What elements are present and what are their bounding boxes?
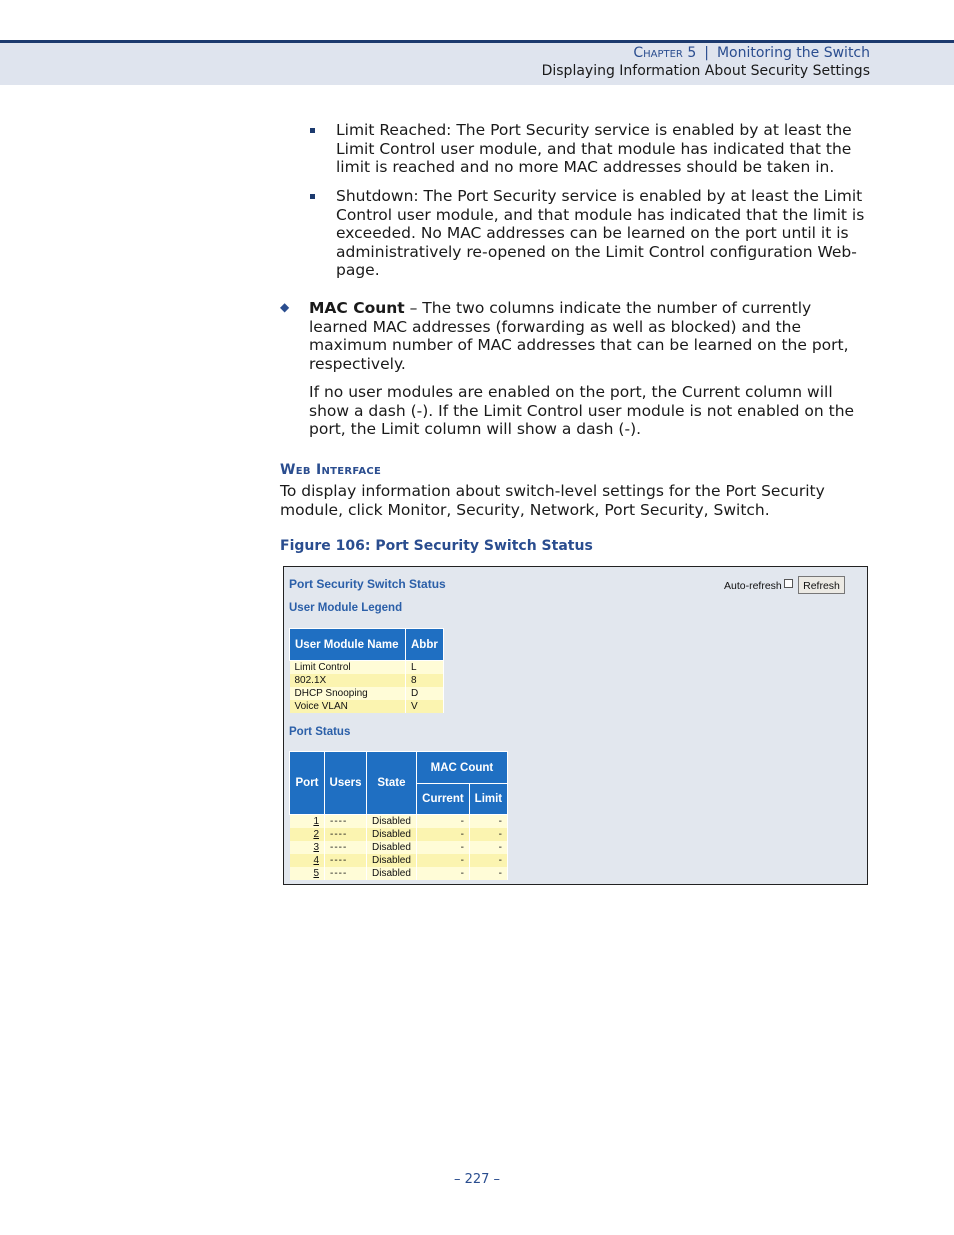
text-line: module, click Monitor, Security, Network, Port Security, Switch.: [280, 500, 770, 519]
legend-abbr-cell: L: [406, 661, 444, 675]
text-line: page.: [336, 261, 380, 280]
web-interface-heading: Web Interface: [280, 462, 382, 478]
state-cell: Disabled: [367, 854, 417, 867]
legend-abbr-cell: 8: [406, 674, 444, 687]
refresh-button[interactable]: Refresh: [798, 576, 845, 594]
screenshot-title: Port Security Switch Status: [289, 577, 446, 591]
port-status-table: [289, 751, 508, 880]
users-cell: ----: [325, 841, 367, 854]
legend-abbr-cell: D: [406, 687, 444, 700]
users-header: Users: [325, 752, 367, 815]
header-separator: |: [704, 45, 709, 61]
legend-row: [290, 674, 444, 687]
legend-abbr-cell: V: [406, 700, 444, 713]
port-row: [290, 828, 508, 841]
bullet-limit-reached: [336, 121, 852, 177]
port-link[interactable]: 1: [290, 815, 325, 829]
port-row: [290, 841, 508, 854]
limit-cell: -: [469, 867, 507, 880]
current-cell: -: [416, 828, 469, 841]
auto-refresh-checkbox[interactable]: [784, 579, 793, 588]
current-cell: -: [416, 841, 469, 854]
mac-count-header: MAC Count: [416, 752, 507, 784]
text-line: If no user modules are enabled on the port, the Current column will: [309, 383, 833, 401]
text-line: learned MAC addresses (forwarding as well as blocked) and the: [309, 317, 802, 336]
current-cell: -: [416, 854, 469, 867]
legend-row: [290, 661, 444, 675]
text-line: Control user module, and that module has indicated that the limit is: [336, 205, 865, 224]
text-line: respectively.: [309, 354, 406, 373]
limit-header: Limit: [469, 784, 507, 815]
port-link[interactable]: 2: [290, 828, 325, 841]
user-module-legend-table: [289, 628, 444, 713]
current-header: Current: [416, 784, 469, 815]
legend-name-cell: Limit Control: [290, 661, 406, 675]
state-cell: Disabled: [367, 828, 417, 841]
legend-header-name: User Module Name: [290, 629, 406, 661]
text-line: maximum number of MAC addresses that can be learned on the port,: [309, 336, 849, 355]
legend-row: [290, 687, 444, 700]
state-cell: Disabled: [367, 841, 417, 854]
text-line: Limit Reached: The Port Security service is enabled by at least the: [336, 121, 852, 139]
text-line: exceeded. No MAC addresses can be learned on the port until it is: [336, 224, 849, 243]
legend-row: [290, 700, 444, 713]
users-cell: ----: [325, 854, 367, 867]
legend-header-abbr: Abbr: [406, 629, 444, 661]
bullet-square-icon: [310, 194, 315, 199]
diamond-bullet-icon: ◆: [280, 300, 290, 314]
state-cell: Disabled: [367, 867, 417, 880]
mac-count-description: [309, 299, 849, 373]
current-cell: -: [416, 815, 469, 829]
chapter-title: Monitoring the Switch: [716, 45, 870, 61]
text-line: [309, 299, 849, 318]
limit-cell: -: [469, 854, 507, 867]
current-cell: -: [416, 867, 469, 880]
auto-refresh-label: Auto-refresh: [724, 580, 782, 592]
legend-name-cell: Voice VLAN: [290, 700, 406, 713]
limit-cell: -: [469, 841, 507, 854]
mac-count-term: MAC Count: [309, 299, 405, 317]
text-line: port, the Limit column will show a dash (-).: [309, 420, 642, 439]
legend-name-cell: DHCP Snooping: [290, 687, 406, 700]
running-header-chapter: [633, 45, 870, 61]
text-line: limit is reached and no more MAC addresses should be taken in.: [336, 158, 835, 177]
port-status-title: Port Status: [289, 726, 351, 738]
bullet-shutdown: [336, 187, 864, 280]
figure-caption: Figure 106: Port Security Switch Status: [280, 538, 593, 554]
text-line: show a dash (-). If the Limit Control user module is not enabled on the: [309, 401, 855, 420]
port-link[interactable]: 4: [290, 854, 325, 867]
text-line: Limit Control user module, and that module has indicated that the: [336, 139, 852, 158]
port-link[interactable]: 5: [290, 867, 325, 880]
state-cell: Disabled: [367, 815, 417, 829]
state-header: State: [367, 752, 417, 815]
users-cell: ----: [325, 867, 367, 880]
text-line: administratively re-opened on the Limit Control configuration Web-: [336, 242, 857, 261]
web-interface-text: [280, 482, 825, 519]
legend-name-cell: 802.1X: [290, 674, 406, 687]
text-line: Shutdown: The Port Security service is enabled by at least the Limit: [336, 187, 863, 205]
limit-cell: -: [469, 828, 507, 841]
users-cell: ----: [325, 828, 367, 841]
users-cell: ----: [325, 815, 367, 829]
limit-cell: -: [469, 815, 507, 829]
text-line: To display information about switch-level settings for the Port Security: [280, 482, 825, 500]
running-header-section: Displaying Information About Security Settings: [541, 63, 870, 79]
port-row: [290, 815, 508, 829]
port-row: [290, 854, 508, 867]
port-security-screenshot: [283, 566, 868, 885]
port-row: [290, 867, 508, 880]
bullet-square-icon: [310, 128, 315, 133]
mac-count-note: [309, 383, 854, 439]
legend-title: User Module Legend: [289, 602, 403, 614]
page-number: – 227 –: [453, 1172, 501, 1187]
port-link[interactable]: 3: [290, 841, 325, 854]
chapter-label: Chapter 5: [633, 45, 697, 61]
port-header: Port: [290, 752, 325, 815]
text-run: – The two columns indicate the number of currently: [404, 299, 812, 317]
